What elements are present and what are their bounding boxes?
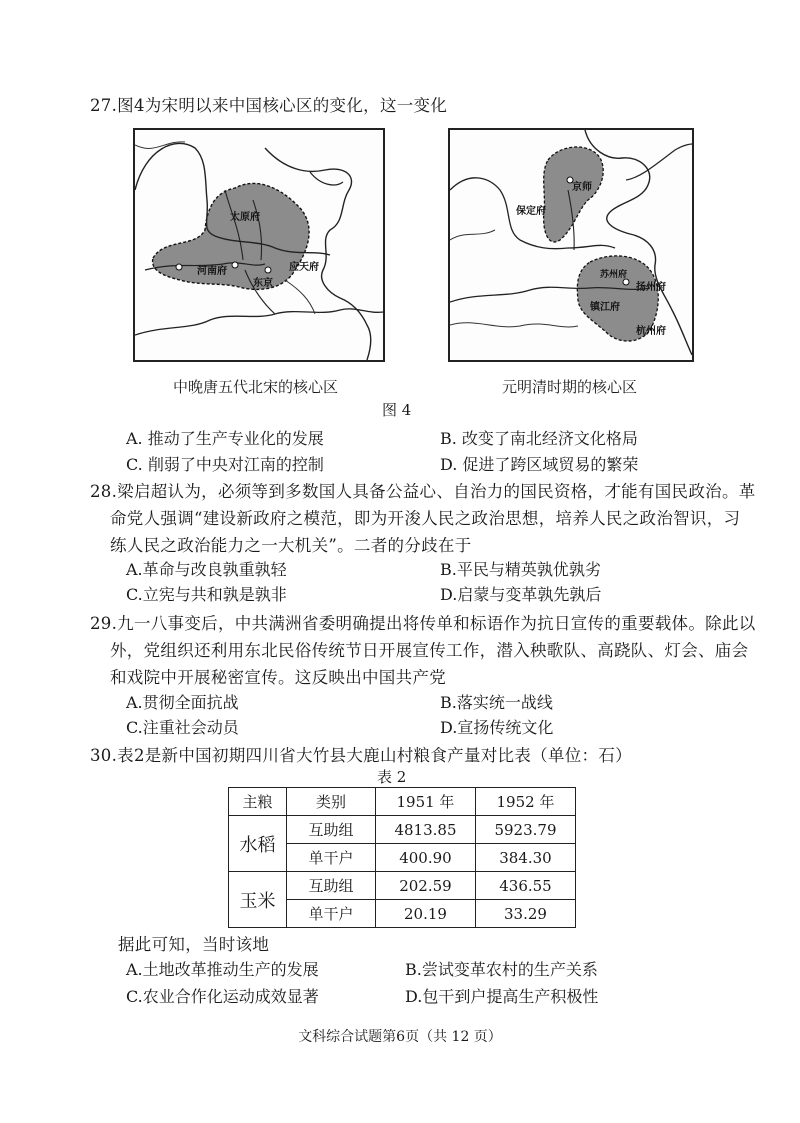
- q29-line-3: 和戏院中开展秘密宣传。这反映出中国共产党: [110, 668, 446, 687]
- map-left-label: 东京: [253, 278, 273, 289]
- map-left-label: 应天府: [289, 262, 319, 273]
- q30-option-b[interactable]: B.尝试变革农村的生产关系: [405, 960, 598, 979]
- crop-cell: 水稻: [229, 816, 287, 872]
- table-row: [229, 872, 576, 900]
- map-right-label: 京师: [572, 182, 592, 193]
- map-right: [448, 128, 694, 362]
- value-cell: 20.19: [375, 900, 475, 928]
- q29-option-c[interactable]: C.注重社会动员: [126, 718, 239, 737]
- table-row: [229, 816, 576, 844]
- page-footer: 文科综合试题第6页（共 12 页）: [298, 1029, 502, 1045]
- q30-option-c[interactable]: C.农业合作化运动成效显著: [126, 987, 319, 1006]
- map-right-label: 扬州府: [636, 282, 666, 293]
- q27-option-d[interactable]: D. 促进了跨区域贸易的繁荣: [440, 455, 639, 474]
- value-cell: 33.29: [475, 900, 575, 928]
- map-left: [133, 128, 385, 362]
- table-header: 1952 年: [475, 788, 575, 816]
- grain-table: [228, 787, 576, 928]
- q30-option-d[interactable]: D.包干到户提高生产积极性: [405, 987, 599, 1006]
- map-left-caption: 中晚唐五代北宋的核心区: [173, 378, 339, 396]
- q28-line-2: 命党人强调“建设新政府之模范，即为开浚人民之政治思想，培养人民之政治智识，习: [110, 509, 741, 528]
- value-cell: 4813.85: [375, 816, 475, 844]
- q30-lead: 据此可知，当时该地: [118, 935, 270, 954]
- q29-line-2: 外，党组织还利用东北民俗传统节日开展宣传工作，潜入秧歌队、高跷队、灯会、庙会: [110, 641, 749, 660]
- category-cell: 互助组: [286, 816, 375, 844]
- value-cell: 400.90: [375, 844, 475, 872]
- q27-stem: 27.图4为宋明以来中国核心区的变化，这一变化: [90, 96, 448, 115]
- yangtze-river-left: [135, 309, 383, 335]
- q30-option-a[interactable]: A.土地改革推动生产的发展: [126, 960, 319, 979]
- q29-option-b[interactable]: B.落实统一战线: [440, 693, 553, 712]
- value-cell: 202.59: [375, 872, 475, 900]
- category-cell: 单干户: [286, 900, 375, 928]
- q28-option-a[interactable]: A.革命与改良孰重孰轻: [126, 560, 287, 579]
- q29-option-a[interactable]: A.贯彻全面抗战: [126, 693, 239, 712]
- map-right-label: 镇江府: [590, 302, 620, 313]
- figure-label: 图 4: [382, 401, 412, 419]
- q27-option-a[interactable]: A. 推动了生产专业化的发展: [126, 429, 324, 448]
- q29-line-1: 29.九一八事变后，中共满洲省委明确提出将传单和标语作为抗日宣传的重要载体。除此以: [90, 614, 756, 633]
- map-left-label: 河南府: [197, 266, 227, 277]
- table-title: 表 2: [377, 768, 407, 786]
- q28-option-d[interactable]: D.启蒙与变革孰先孰后: [440, 585, 602, 604]
- map-right-label: 苏州府: [600, 270, 628, 280]
- map-left-label: 太原府: [230, 212, 260, 223]
- table-header: 类别: [286, 788, 375, 816]
- q28-line-1: 28.梁启超认为，必须等到多数国人具备公益心、自治力的国民资格，才能有国民政治。革: [90, 482, 756, 501]
- map-right-caption: 元明清时期的核心区: [502, 378, 638, 396]
- city-dot: [232, 262, 238, 268]
- core-zone-left: [153, 183, 309, 289]
- category-cell: 单干户: [286, 844, 375, 872]
- table-header-row: [229, 788, 576, 816]
- table-header: 主粮: [229, 788, 287, 816]
- q28-line-3: 练人民之政治能力之一大机关”。二者的分歧在于: [110, 536, 472, 555]
- city-dot: [176, 264, 182, 270]
- q30-stem: 30.表2是新中国初期四川省大竹县大鹿山村粮食产量对比表（单位：石）: [90, 746, 632, 765]
- q27-option-b[interactable]: B. 改变了南北经济文化格局: [440, 429, 638, 448]
- map-right-label: 保定府: [516, 206, 546, 217]
- city-dot: [265, 267, 271, 273]
- value-cell: 436.55: [475, 872, 575, 900]
- q29-option-d[interactable]: D.宣扬传统文化: [440, 718, 554, 737]
- map-left-drawing: [135, 130, 383, 360]
- crop-cell: 玉米: [229, 872, 287, 928]
- q27-option-c[interactable]: C. 削弱了中央对江南的控制: [126, 455, 324, 474]
- table-header: 1951 年: [375, 788, 475, 816]
- category-cell: 互助组: [286, 872, 375, 900]
- q28-option-b[interactable]: B.平民与精英孰优孰劣: [440, 560, 601, 579]
- map-right-label: 杭州府: [636, 326, 666, 337]
- value-cell: 5923.79: [475, 816, 575, 844]
- value-cell: 384.30: [475, 844, 575, 872]
- q28-option-c[interactable]: C.立宪与共和孰是孰非: [126, 585, 287, 604]
